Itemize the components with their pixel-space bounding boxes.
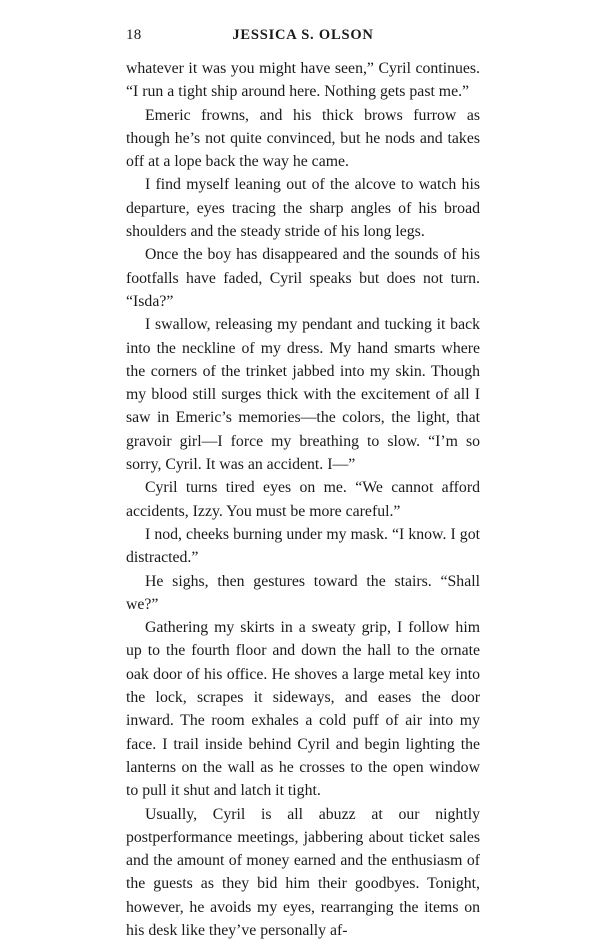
running-header bbox=[126, 27, 480, 49]
paragraph: I nod, cheeks burning under my mask. “I know. I got distracted.” bbox=[126, 523, 480, 570]
body-text bbox=[126, 57, 480, 942]
paragraph: He sighs, then gestures toward the stairs. “Shall we?” bbox=[126, 570, 480, 617]
paragraph: Usually, Cyril is all abuzz at our nightly postperformance meetings, jabbering about ticket sales and the amount of money earned and the enthusiasm of the guests as they bid him their goodbyes. Tonight, however, he avoids my eyes, rearranging the items on his desk like they’ve personally af- bbox=[126, 803, 480, 942]
paragraph: Emeric frowns, and his thick brows furrow as though he’s not quite convinced, but he nods and takes off at a lope back the way he came. bbox=[126, 104, 480, 174]
paragraph: I find myself leaning out of the alcove to watch his departure, eyes tracing the sharp angles of his broad shoulders and the steady stride of his long legs. bbox=[126, 173, 480, 243]
paragraph: Gathering my skirts in a sweaty grip, I follow him up to the fourth floor and down the hall to the ornate oak door of his office. He shoves a large metal key into the lock, scrapes it sideways, and eases the door inward. The room exhales a cold puff of air into my face. I trail inside behind Cyril and begin lighting the lanterns on the wall as he crosses to the open window to pull it shut and latch it tight. bbox=[126, 616, 480, 802]
running-title: JESSICA S. OLSON bbox=[126, 27, 480, 44]
paragraph: Once the boy has disappeared and the sounds of his footfalls have faded, Cyril speaks but does not turn. “Isda?” bbox=[126, 243, 480, 313]
paragraph: Cyril turns tired eyes on me. “We cannot afford accidents, Izzy. You must be more careful.” bbox=[126, 476, 480, 523]
paragraph-continued: whatever it was you might have seen,” Cyril continues. “I run a tight ship around here. Nothing gets past me.” bbox=[126, 57, 480, 104]
paragraph: I swallow, releasing my pendant and tucking it back into the neckline of my dress. My hand smarts where the corners of the trinket jabbed into my skin. Though my blood still surges thick with the excitement of all I saw in Emeric’s memories—the colors, the light, that gravoir girl—I force my breathing to slow. “I’m so sorry, Cyril. It was an accident. I—” bbox=[126, 313, 480, 476]
page-number: 18 bbox=[126, 27, 142, 44]
